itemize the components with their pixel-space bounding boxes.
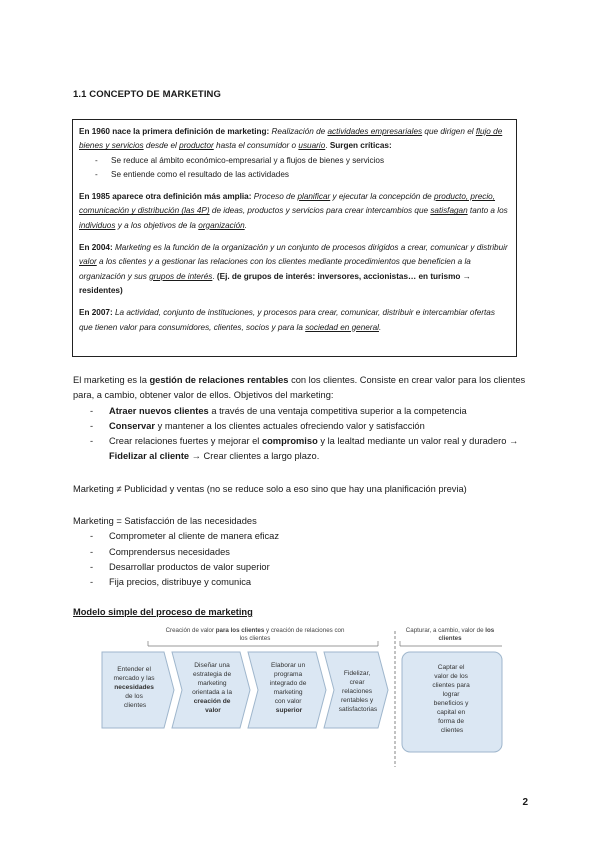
intro-paragraph: El marketing es la gestión de relaciones rentables con los clientes. Consiste en crear valor para los clientes para, a cambio, obtener valor de ellos. Objetivos del marketing: <box>73 375 526 401</box>
eq-line: Marketing = Satisfacción de las necesidades <box>73 516 257 526</box>
list-item: - Desarrollar productos de valor superior <box>73 560 528 575</box>
definition-1985: En 1985 aparece otra definición más amplia: Proceso de planificar y ejecutar la concepción de producto, precio, comunicación y distribución (las 4P) de ideas, productos y servicios para crear intercambios que satisfagan tanto a los individuos y a los objetivos de la organización. <box>79 192 508 230</box>
list-item: - Crear relaciones fuertes y mejorar el compromiso y la lealtad mediante un valor real y duradero → Fidelizar al cliente → Crear clientes a largo plazo. <box>73 434 528 465</box>
definitions-box <box>72 119 517 357</box>
step-3-text: Elaborar un programa integrado de marketing con valor superior <box>269 662 307 714</box>
step-4-text: Fidelizar, crear relaciones rentables y satisfactorias <box>338 670 378 713</box>
list-item: - Se entiende como el resultado de las actividades <box>79 168 510 182</box>
definition-2004: En 2004: Marketing es la función de la organización y un conjunto de procesos dirigidos a crear, comunicar y distribuir valor a los clientes y a gestionar las relaciones con los clientes mediante procedimientos que beneficien a la organización y sus grupos de interés. (Ej. de grupos de interés: inversores, accionistas… en turismo → residentes) <box>79 243 508 295</box>
list-item: - Conservar y mantener a los clientes actuales ofreciendo valor y satisfacción <box>73 419 528 434</box>
section-heading: 1.1 CONCEPTO DE MARKETING <box>73 89 222 100</box>
definition-1960: En 1960 nace la primera definición de marketing: Realización de actividades empresariales que dirigen el flujo de bienes y servicios desde el productor hasta el consumidor o usuario. Surgen críticas: <box>79 127 503 151</box>
step-2-text: Diseñar una estrategia de marketing orientada a la creación de valor <box>192 662 233 714</box>
list-item: - Fija precios, distribuye y comunica <box>73 575 528 590</box>
step-5-text: Captar el valor de los clientes para lograr beneficios y capital en forma de clientes <box>432 664 470 734</box>
list-item: - Se reduce al ámbito económico-empresarial y a flujos de bienes y servicios <box>79 154 510 168</box>
neq-line: Marketing ≠ Publicidad y ventas (no se reduce solo a eso sino que hay una planificación previa) <box>73 484 467 494</box>
eq-list <box>73 529 528 590</box>
model-title: Modelo simple del proceso de marketing <box>73 607 253 617</box>
list-item: - Comprometer al cliente de manera eficaz <box>73 529 528 544</box>
marketing-process-diagram <box>100 625 505 770</box>
eq-section <box>73 514 528 590</box>
diagram-header-right: Capturar, a cambio, valor de los clientes <box>405 627 495 642</box>
list-item: - Comprendersus necesidades <box>73 545 528 560</box>
page-number: 2 <box>522 797 528 808</box>
objectives-list <box>73 404 528 465</box>
intro-section <box>73 373 528 465</box>
step-1-text: Entender el mercado y las necesidades de los clientes <box>113 666 155 709</box>
criticisms-list <box>79 154 510 183</box>
diagram-header-left: Creación de valor para los clientes y creación de relaciones con los clientes <box>165 627 345 642</box>
definition-2007: En 2007: La actividad, conjunto de instituciones, y procesos para crear, comunicar, distribuir e intercambiar ofertas que tienen valor para consumidores, clientes, socios y para la sociedad en general. <box>79 308 495 332</box>
list-item: - Atraer nuevos clientes a través de una ventaja competitiva superior a la competencia <box>73 404 528 419</box>
